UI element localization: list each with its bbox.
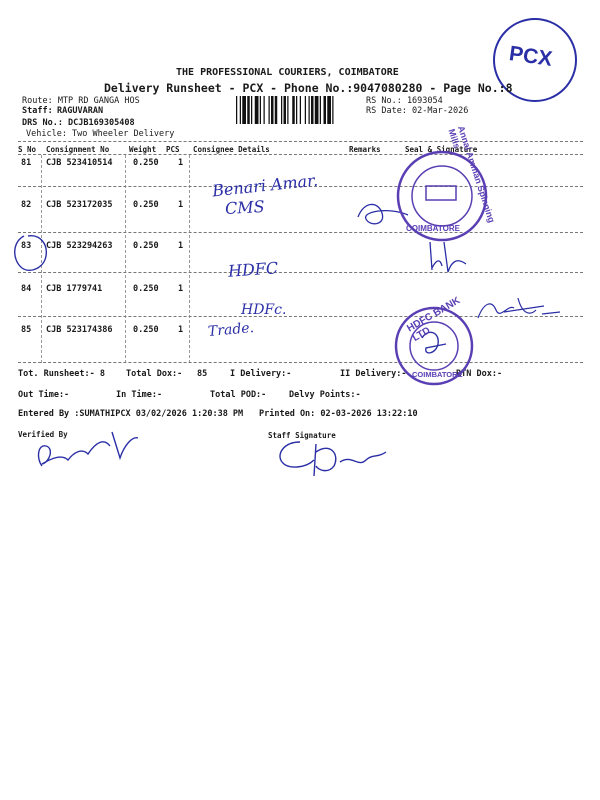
out-time: Out Time:- [18, 390, 70, 400]
col-header-weight: Weight [129, 145, 157, 154]
verified-by-signature [32, 424, 142, 474]
table-top-rule [18, 141, 583, 142]
row-weight: 0.250 [133, 200, 159, 210]
verified-by-label: Verified By [18, 430, 68, 439]
barcode-bar [315, 96, 319, 124]
col-header-sno: S No [18, 145, 37, 154]
printed-on: Printed On: 02-03-2026 13:22:10 [259, 409, 418, 419]
barcode-bar [292, 96, 295, 124]
hdfc-bank-stamp [392, 295, 476, 392]
company-title: THE PROFESSIONAL COURIERS, COIMBATORE [176, 67, 399, 78]
handwriting-row82-line1: Benari Amar. [211, 170, 319, 201]
row-consignment: CJB 523410514 [46, 158, 113, 168]
barcode-bar [271, 96, 274, 124]
barcode-bar [251, 96, 252, 124]
i-delivery: I Delivery:- [230, 369, 292, 379]
barcode-bar [320, 96, 321, 124]
barcode-bar [255, 96, 259, 124]
barcode-bar [260, 96, 261, 124]
pcx-stamp-text: PCX [507, 42, 554, 71]
barcode-bar [281, 96, 282, 124]
total-dox-value: 85 [197, 369, 208, 379]
row-rule [18, 272, 583, 273]
handwriting-row85-line2: Trade. [207, 320, 255, 340]
signature-row85 [474, 292, 564, 332]
drs-number: DRS No.: DCJB169305408 [22, 118, 135, 128]
row-pcs: 1 [178, 325, 184, 335]
row-pcs: 1 [178, 200, 184, 210]
rtn-dox: RTN Dox:- [456, 369, 503, 379]
row-rule [18, 232, 583, 233]
barcode-bar [264, 96, 265, 124]
route-text: Route: MTP RD GANGA HOS [22, 96, 140, 106]
row-sno: 84 [21, 284, 32, 294]
row-pcs: 1 [178, 284, 184, 294]
row-consignment: CJB 523172035 [46, 200, 113, 210]
barcode-bar [287, 96, 288, 124]
row-sno: 85 [21, 325, 32, 335]
handwriting-row84: HDFC [227, 258, 279, 281]
hdfc-stamp-city: COIMBATORE [412, 370, 463, 379]
barcode-bar [275, 96, 278, 124]
barcode-bar [311, 96, 314, 124]
col-header-consignee: Consignee Details [193, 145, 270, 154]
handwriting-row85-line1: HDFc. [241, 302, 287, 318]
col-header-consignment: Consignment No [46, 145, 110, 154]
row-sno: 81 [21, 158, 32, 168]
staff-signature [270, 434, 390, 480]
row-sno: 82 [21, 200, 32, 210]
row-weight: 0.250 [133, 241, 159, 251]
barcode-bar [296, 96, 297, 124]
row-consignment: CJB 523174386 [46, 325, 113, 335]
col-header-seal: Seal & Signature [405, 145, 478, 154]
barcode-bar [309, 96, 310, 124]
in-time: In Time:- [116, 390, 163, 400]
barcode-bar [327, 96, 331, 124]
hdfc-stamp-text: HDFC BANK LTD [405, 295, 463, 345]
row-weight: 0.250 [133, 158, 159, 168]
row-sno: 83 [21, 241, 32, 251]
col-header-pcs: PCS [166, 145, 180, 154]
barcode-bar [236, 96, 237, 124]
entered-by: Entered By :SUMATHIPCX 03/02/2026 1:20:38 PM [18, 409, 244, 419]
ii-delivery: II Delivery:- [340, 369, 407, 379]
barcode-bar [240, 96, 241, 124]
row-consignment: CJB 523294263 [46, 241, 113, 251]
barcode-bar [300, 96, 301, 124]
barcode-bar [247, 96, 250, 124]
barcode-bar [324, 96, 327, 124]
total-pod: Total POD:- [210, 390, 267, 400]
row-weight: 0.250 [133, 284, 159, 294]
staff-signature-label: Staff Signature [268, 431, 336, 440]
barcode-bar [332, 96, 333, 124]
rs-date: RS Date: 02-Mar-2026 [366, 106, 469, 116]
barcode-bar [242, 96, 246, 124]
handwriting-row82-line2: CMS [224, 196, 266, 219]
barcode-bar [284, 96, 287, 124]
staff-value: RAGUVARAN [57, 106, 104, 116]
barcode [236, 96, 364, 124]
runsheet-subtitle: Delivery Runsheet - PCX - Phone No.:9047080280 - Page No.:8 [104, 81, 513, 95]
table-header-rule [18, 154, 583, 155]
staff-label: Staff: [22, 106, 53, 116]
row83-circle-mark [10, 230, 60, 274]
tot-runsheet: Tot. Runsheet:- 8 [18, 369, 105, 379]
barcode-bar [269, 96, 270, 124]
row-pcs: 1 [178, 158, 184, 168]
row-consignment: CJB 1779741 [46, 284, 103, 294]
row-weight: 0.250 [133, 325, 159, 335]
barcode-bar [305, 96, 306, 124]
vehicle-text: Vehicle: Two Wheeler Delivery [26, 129, 175, 139]
table-bottom-rule [18, 362, 583, 363]
annai-stamp-text: Annai Amman Spinning Mills [446, 124, 497, 224]
rs-number: RS No.: 1693054 [366, 96, 443, 106]
delvy-points: Delvy Points:- [289, 390, 361, 400]
annai-amman-stamp [392, 124, 497, 247]
row-pcs: 1 [178, 241, 184, 251]
annai-stamp-city: COIMBATORE [406, 224, 460, 233]
col-header-remarks: Remarks [349, 145, 381, 154]
total-dox-label: Total Dox:- [126, 369, 183, 379]
